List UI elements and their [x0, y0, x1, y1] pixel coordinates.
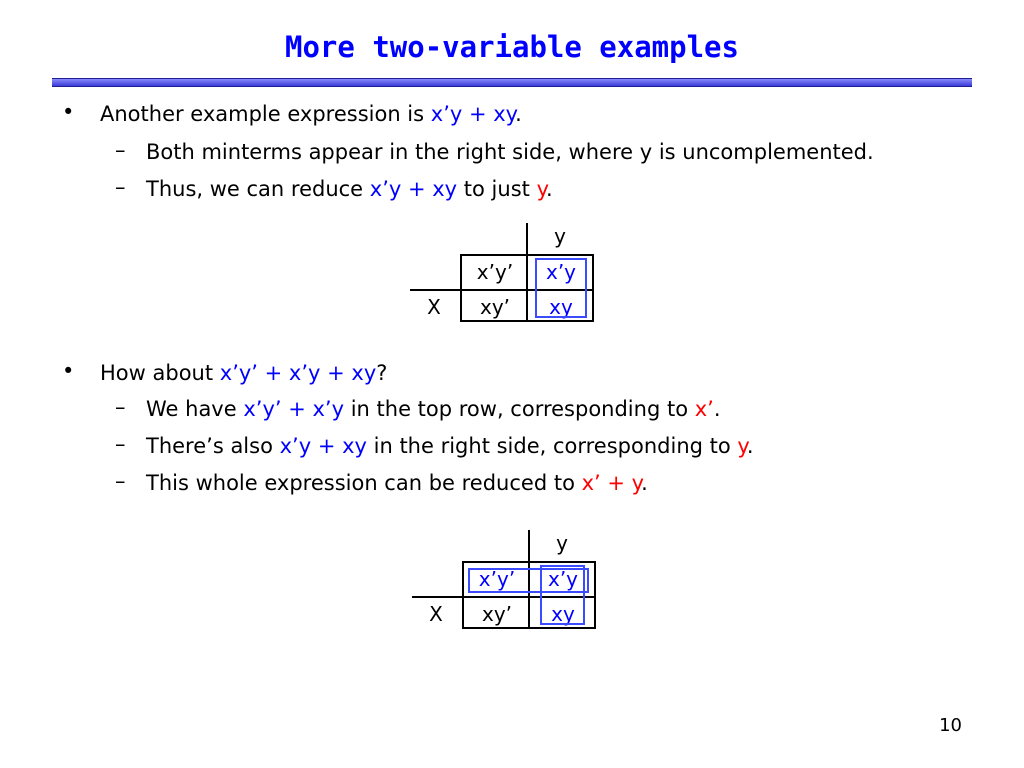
sub-bullet-dash: – — [115, 138, 126, 162]
result: x’ + y — [581, 471, 642, 495]
sub-bullet-dash: – — [115, 175, 126, 199]
sub-bullet-text-5 — [146, 471, 648, 495]
sub-bullet-dash: – — [115, 432, 126, 456]
title-divider — [52, 78, 972, 87]
sub-bullet-text-1 — [146, 140, 874, 164]
result: x’ — [694, 397, 714, 421]
text-run: We have — [146, 397, 244, 421]
result: y — [737, 434, 747, 458]
page-number: 10 — [939, 715, 962, 736]
kmap-col-label: y — [556, 531, 568, 555]
text-run: Thus, we can reduce — [146, 177, 370, 201]
kmap-cell: x’y’ — [476, 260, 514, 284]
bullet-text-1 — [100, 102, 522, 126]
text-run: There’s also — [146, 434, 280, 458]
text-run: How about — [100, 361, 220, 385]
bullet-dot: • — [62, 100, 75, 124]
sub-bullet-text-2 — [146, 177, 553, 201]
kmap-cell: x’y’ — [478, 567, 516, 591]
kmap-cell: x’y — [545, 260, 577, 284]
sub-bullet-dash: – — [115, 469, 126, 493]
expression: x’y + xy — [369, 177, 458, 201]
kmap-row-label: X — [429, 602, 443, 626]
result: y — [536, 177, 546, 201]
expression: x’y + xy — [430, 102, 516, 126]
text-run: . — [515, 102, 522, 126]
text-run: in the right side, corresponding to — [366, 434, 738, 458]
sub-bullet-dash: – — [115, 395, 126, 419]
text-run: ? — [376, 361, 388, 385]
kmap-cell: xy’ — [479, 295, 511, 319]
kmap-cell: xy — [551, 602, 575, 626]
bullet-dot: • — [62, 359, 75, 383]
grouping-box-column — [540, 565, 585, 625]
sub-bullet-text-3 — [146, 397, 721, 421]
expression: x’y + xy — [279, 434, 367, 458]
grouping-box — [535, 258, 587, 318]
bullet-text-2 — [100, 361, 387, 385]
text-run: . — [546, 177, 553, 201]
text-run: . — [713, 397, 721, 421]
expression: x’y’ + x’y + xy — [219, 361, 377, 385]
kmap-row-label: X — [427, 295, 441, 319]
text-run: in the top row, corresponding to — [344, 397, 695, 421]
expression: x’y’ + x’y — [243, 397, 345, 421]
kmap-cell: xy’ — [481, 602, 513, 626]
kmap-cell: xy — [549, 295, 573, 319]
text-run: . — [641, 471, 648, 495]
text-run: Another example expression is — [100, 102, 431, 126]
kmap-cell: x’y — [547, 567, 579, 591]
slide-title: More two-variable examples — [285, 30, 739, 64]
text-run: This whole expression can be reduced to — [146, 471, 582, 495]
kmap-col-label: y — [554, 224, 566, 248]
text-run: . — [746, 434, 754, 458]
text-run: to just — [457, 177, 537, 201]
text-run: Both minterms appear in the right side, where y is uncomplemented. — [146, 140, 874, 164]
sub-bullet-text-4 — [146, 434, 754, 458]
